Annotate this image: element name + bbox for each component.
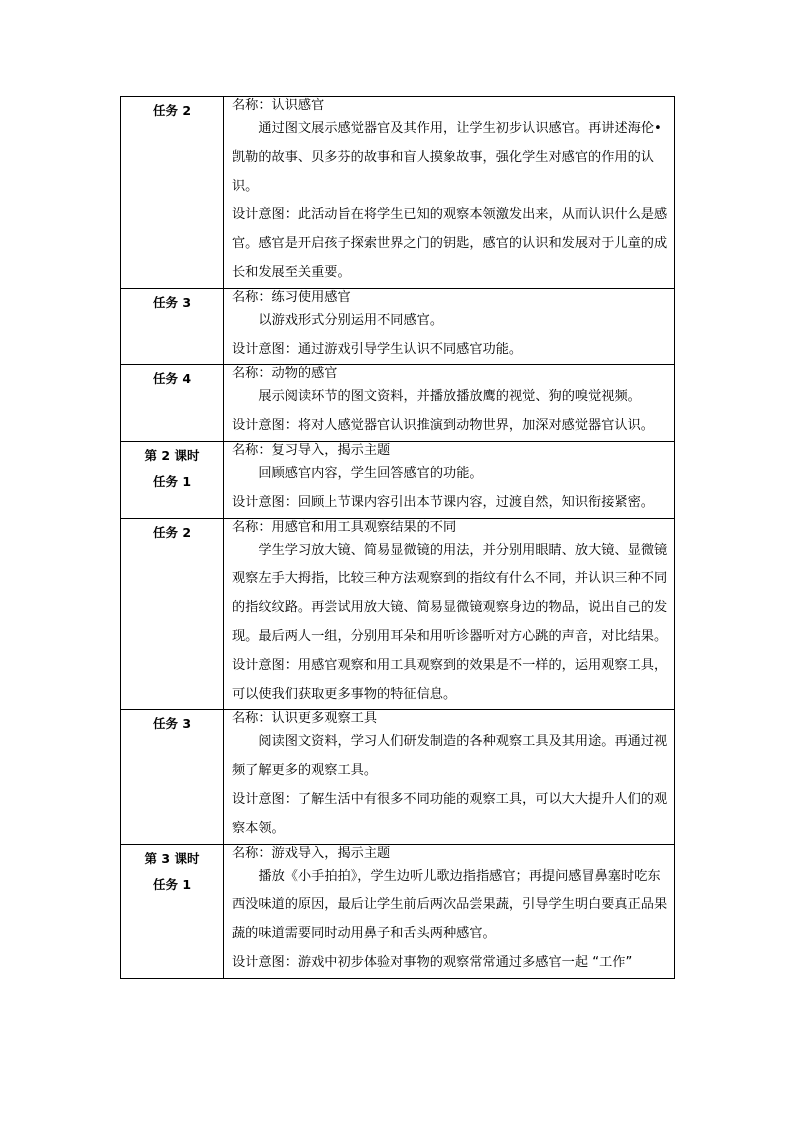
activity-description: 以游戏形式分别运用不同感官。 [258, 312, 444, 328]
design-intent: 设计意图：将对人感觉器官认识推演到动物世界，加深对感觉器官认识。 [232, 418, 654, 434]
activity-description: 展示阅读环节的图文资料，并播放播放鹰的视觉、狗的嗅觉视频。 [258, 389, 641, 405]
row-content-cell [224, 288, 675, 365]
table-row [121, 97, 675, 289]
design-intent: 设计意图：回顾上节课内容引出本节课内容，过渡自然，知识衔接紧密。 [232, 494, 654, 510]
table-row [121, 365, 675, 442]
row-label-cell [121, 365, 224, 442]
table-row [121, 288, 675, 365]
task-label: 任务 3 [152, 716, 192, 732]
row-content-cell [224, 844, 675, 978]
activity-name: 名称：游戏导入，揭示主题 [232, 845, 391, 861]
task-label: 任务 2 [152, 524, 192, 540]
row-content-cell [224, 97, 675, 289]
activity-name: 名称：认识更多观察工具 [232, 711, 378, 727]
table-row [121, 844, 675, 978]
activity-name: 名称：认识感官 [232, 98, 325, 113]
activity-description: 回顾感官内容，学生回答感官的功能。 [258, 465, 483, 481]
row-content-cell [224, 710, 675, 844]
activity-description: 学生学习放大镜、简易显微镜的用法，并分别用眼睛、放大镜、显微镜观察左手大拇指，比较三种方法观察到的指纹有什么不同，并认识三种不同的指纹纹路。再尝试用放大镜、简易显微镜观察身边的物品，说出自己的发现。最后两人一组，分别用耳朵和用听诊器听对方心跳的声音，对比结果。 [232, 542, 668, 644]
lesson-label: 第 3 课时 [144, 850, 200, 866]
activity-name: 名称：用感官和用工具观察结果的不同 [232, 519, 457, 535]
lesson-plan-table [120, 96, 675, 979]
lesson-label: 第 2 课时 [144, 447, 200, 463]
task-label: 任务 1 [152, 876, 192, 892]
row-label-cell [121, 518, 224, 710]
task-label: 任务 2 [152, 103, 192, 118]
task-label: 任务 4 [152, 371, 192, 387]
activity-name: 名称：复习导入，揭示主题 [232, 442, 391, 458]
activity-name: 名称：练习使用感官 [232, 289, 351, 305]
row-content-cell [224, 441, 675, 518]
table-row [121, 518, 675, 710]
activity-description: 阅读图文资料，学习人们研发制造的各种观察工具及其用途。再通过视频了解更多的观察工具。 [232, 734, 668, 779]
design-intent: 设计意图：用感官观察和用工具观察到的效果是不一样的，运用观察工具，可以使我们获取更多事物的特征信息。 [232, 657, 668, 702]
design-intent: 设计意图：通过游戏引导学生认识不同感官功能。 [232, 341, 523, 357]
task-label: 任务 3 [152, 294, 192, 310]
table-row [121, 441, 675, 518]
design-intent: 设计意图：游戏中初步体验对事物的观察常常通过多感官一起 “工作” [232, 954, 633, 970]
row-label-cell [121, 844, 224, 978]
design-intent: 设计意图：了解生活中有很多不同功能的观察工具，可以大大提升人们的观察本领。 [232, 791, 668, 836]
activity-description: 通过图文展示感觉器官及其作用，让学生初步认识感官。再讲述海伦•凯勒的故事、贝多芬的故事和盲人摸象故事，强化学生对感官的作用的认识。 [232, 121, 662, 194]
table-row [121, 710, 675, 844]
task-label: 任务 1 [152, 473, 192, 489]
row-label-cell [121, 710, 224, 844]
row-label-cell [121, 97, 224, 289]
design-intent: 设计意图：此活动旨在将学生已知的观察本领激发出来，从而认识什么是感官。感官是开启孩子探索世界之门的钥匙，感官的认识和发展对于儿童的成长和发展至关重要。 [232, 207, 668, 280]
activity-description: 播放《小手拍拍》，学生边听儿歌边指指感官；再提问感冒鼻塞时吃东西没味道的原因，最后让学生前后两次品尝果蔬，引导学生明白要真正品果蔬的味道需要同时动用鼻子和舌头两种感官。 [232, 868, 668, 942]
row-label-cell [121, 288, 224, 365]
row-content-cell [224, 365, 675, 442]
row-content-cell [224, 518, 675, 710]
row-label-cell [121, 441, 224, 518]
activity-name: 名称：动物的感官 [232, 366, 338, 382]
